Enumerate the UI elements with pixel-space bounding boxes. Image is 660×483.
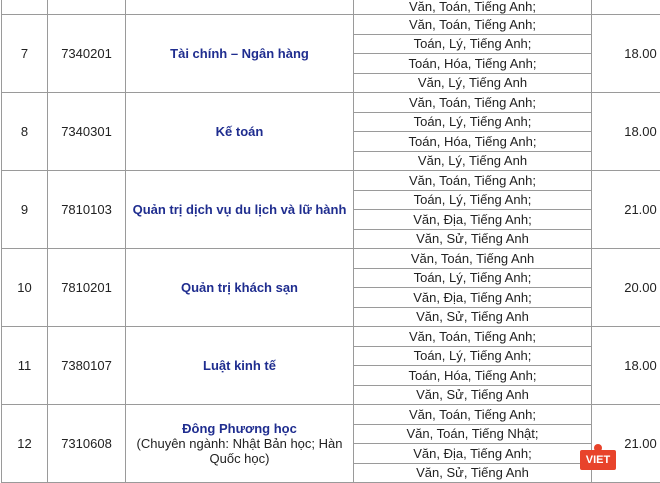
subject-combination-cell: Văn, Sử, Tiếng Anh bbox=[354, 307, 592, 327]
major-name-cell bbox=[126, 405, 354, 483]
stt-cell: 8 bbox=[2, 93, 48, 171]
major-name: Tài chính – Ngân hàng bbox=[170, 46, 309, 61]
subject-combination-cell: Văn, Sử, Tiếng Anh bbox=[354, 463, 592, 483]
table-row bbox=[2, 405, 660, 425]
major-name: Đông Phương học bbox=[182, 421, 297, 436]
major-code-cell: 7340201 bbox=[48, 15, 126, 93]
subject-combination-cell: Toán, Lý, Tiếng Anh; bbox=[354, 112, 592, 132]
subject-combination-cell: Văn, Toán, Tiếng Anh; bbox=[354, 15, 592, 35]
subject-combination-cell: Toán, Hóa, Tiếng Anh; bbox=[354, 366, 592, 386]
table-row bbox=[2, 171, 660, 191]
major-code-cell: 7810201 bbox=[48, 249, 126, 327]
major-name-cell bbox=[126, 249, 354, 327]
major-name-cell bbox=[126, 327, 354, 405]
subject-combination-cell: Văn, Toán, Tiếng Nhật; bbox=[354, 424, 592, 444]
subject-combination-cell: Văn, Địa, Tiếng Anh; bbox=[354, 210, 592, 230]
major-name-cell bbox=[126, 93, 354, 171]
subject-combination-cell: Văn, Địa, Tiếng Anh; bbox=[354, 288, 592, 308]
subject-combination-cell: Toán, Lý, Tiếng Anh; bbox=[354, 346, 592, 366]
major-code-cell: 7310608 bbox=[48, 405, 126, 483]
stt-cell: 11 bbox=[2, 327, 48, 405]
table-row bbox=[2, 327, 660, 347]
vietnamnet-logo: VIET bbox=[580, 450, 616, 470]
subject-combination-cell: Văn, Toán, Tiếng Anh; bbox=[354, 405, 592, 425]
stt-cell: 10 bbox=[2, 249, 48, 327]
major-code-cell: 7380107 bbox=[48, 327, 126, 405]
score-cell: 18.00 bbox=[592, 93, 660, 171]
subject-combination-cell: Văn, Sử, Tiếng Anh bbox=[354, 385, 592, 405]
major-code-cell: 7810103 bbox=[48, 171, 126, 249]
table-row bbox=[2, 249, 660, 269]
stt-cell: 9 bbox=[2, 171, 48, 249]
stt-cell: 12 bbox=[2, 405, 48, 483]
subject-combination-cell: Văn, Lý, Tiếng Anh bbox=[354, 73, 592, 93]
code-cell bbox=[48, 0, 126, 15]
score-cell: 21.00 bbox=[592, 405, 660, 483]
major-code-cell: 7340301 bbox=[48, 93, 126, 171]
score-cell: 21.00 bbox=[592, 171, 660, 249]
subject-combination-cell: Toán, Lý, Tiếng Anh; bbox=[354, 190, 592, 210]
major-subtitle: (Chuyên ngành: Nhật Bản học; Hàn Quốc học) bbox=[128, 436, 351, 466]
combo-cell: Văn, Toán, Tiếng Anh; bbox=[354, 0, 592, 15]
table-row bbox=[2, 15, 660, 35]
subject-combination-cell: Văn, Toán, Tiếng Anh; bbox=[354, 171, 592, 191]
score-cell: 20.00 bbox=[592, 249, 660, 327]
subject-combination-cell: Toán, Hóa, Tiếng Anh; bbox=[354, 54, 592, 74]
major-cell bbox=[126, 0, 354, 15]
subject-combination-cell: Văn, Địa, Tiếng Anh; bbox=[354, 444, 592, 464]
subject-combination-cell: Văn, Toán, Tiếng Anh; bbox=[354, 93, 592, 113]
subject-combination-cell: Văn, Lý, Tiếng Anh bbox=[354, 151, 592, 171]
major-name: Quản trị khách sạn bbox=[181, 280, 298, 295]
major-name: Kế toán bbox=[216, 124, 264, 139]
subject-combination-cell: Toán, Lý, Tiếng Anh; bbox=[354, 34, 592, 54]
major-name-cell bbox=[126, 171, 354, 249]
score-cell: 18.00 bbox=[592, 15, 660, 93]
major-name: Quản trị dịch vụ du lịch và lữ hành bbox=[133, 202, 347, 217]
subject-combination-cell: Văn, Toán, Tiếng Anh bbox=[354, 249, 592, 269]
major-name: Luật kinh tế bbox=[203, 358, 276, 373]
major-name-cell bbox=[126, 15, 354, 93]
score-cell bbox=[592, 0, 660, 15]
table-row-top-partial bbox=[2, 0, 660, 15]
stt-cell bbox=[2, 0, 48, 15]
subject-combination-cell: Toán, Lý, Tiếng Anh; bbox=[354, 268, 592, 288]
stt-cell: 7 bbox=[2, 15, 48, 93]
admission-score-table bbox=[1, 0, 660, 483]
subject-combination-cell: Văn, Toán, Tiếng Anh; bbox=[354, 327, 592, 347]
score-cell: 18.00 bbox=[592, 327, 660, 405]
table-row bbox=[2, 93, 660, 113]
subject-combination-cell: Toán, Hóa, Tiếng Anh; bbox=[354, 132, 592, 152]
subject-combination-cell: Văn, Sử, Tiếng Anh bbox=[354, 229, 592, 249]
